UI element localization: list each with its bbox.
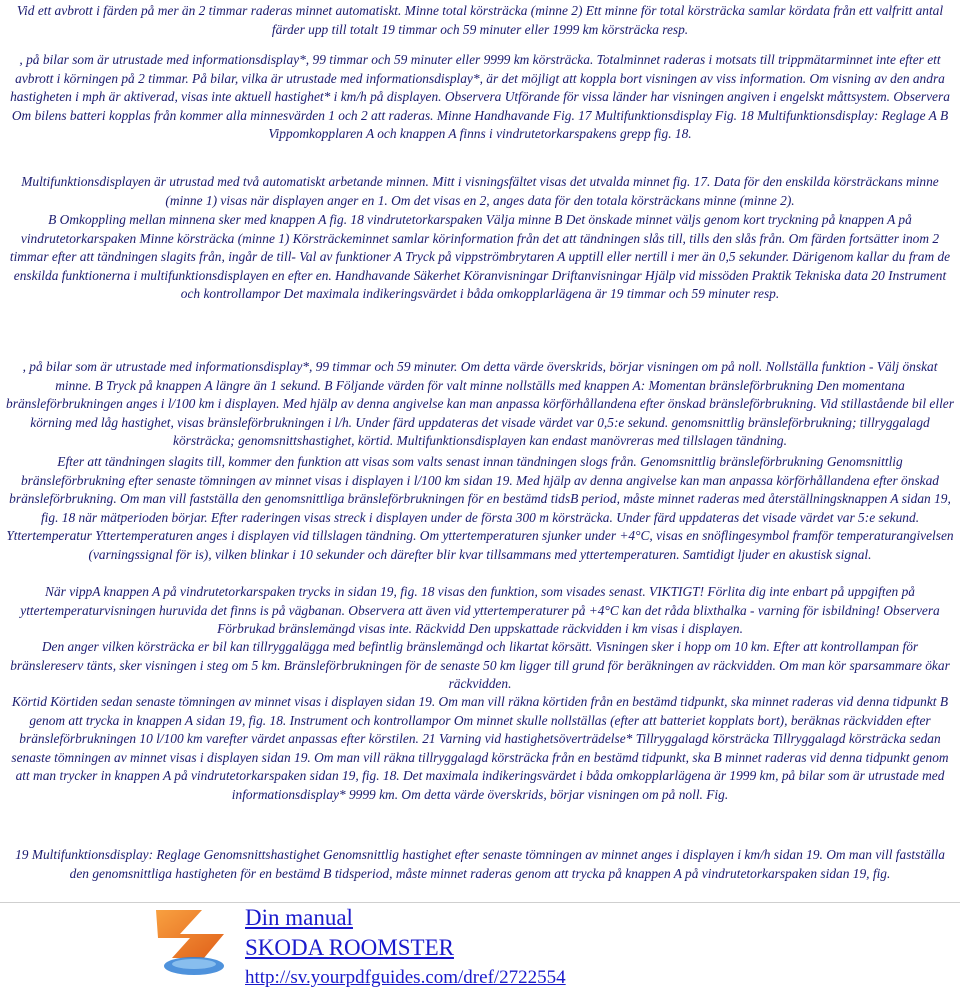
paragraph-5: , på bilar som är utrustade med informationsdisplay*, 99 timmar och 59 minuter. Om detta värde överskrids, börjar visningen om på noll. Nollställa funktion - Välj önskat minne. B Tryck på knappen A längre än 1 sekund. B Följande värden för valt minne nollställs med knappen A: Momentan bränsleförbrukning Den momentana bränsleförbrukningen anges i l/100 km i displayen. Med hjälp av denna angivelse kan man anpassa körförhållandena efter önskad bränsleförbrukning. Vid stillastående bil eller körning med låg hastighet, visas bränsleförbrukningen i l/h. Under färd uppdateras det visade värdet var 0,5:e sekund. genomsnittlig bränsleförbrukning; tillryggalagd körsträcka; genomsnittshastighet, körtid. Multifunktionsdisplayen kan endast manövreras med tillslagen tändning. bbox=[6, 359, 954, 449]
paragraph-8: Den anger vilken körsträcka er bil kan tillryggalägga med befintlig bränslemängd och likartat körsätt. Visningen sker i hopp om 10 km. Efter att kontrollampan för bränslereserv tänts, sker visningen i steg om 5 km. Bränsleförbrukningen för de senaste 50 km ligger till grund för beräkningen av räckvidden. Om man kör sparsammare ökar räckvidden. bbox=[10, 639, 950, 692]
model-link[interactable]: SKODA ROOMSTER bbox=[245, 935, 454, 960]
footer-links bbox=[245, 904, 566, 992]
footer-divider bbox=[0, 902, 960, 903]
paragraph-1: Vid ett avbrott i färden på mer än 2 timmar raderas minnet automatiskt. Minne total körsträcka (minne 2) Ett minne för total körsträcka samlar kördata från ett valfritt antal färder upp till totalt 19 timmar och 59 minuter eller 1999 km körsträcka resp. bbox=[16, 3, 944, 37]
manual-link[interactable]: Din manual bbox=[245, 905, 353, 930]
pdf-guides-logo-icon bbox=[150, 900, 234, 980]
paragraph-7: När vippA knappen A på vindrutetorkarspaken trycks in sidan 19, fig. 18 visas den funktion, som visades senast. VIKTIGT! Förlita dig inte enbart på uppgiften på yttertemperaturvisningen huruvida det finns is på vägbanan. Observera att även vid yttertemperaturer på +4°C kan det råda blixthalka - varning för isbildning! Observera Förbrukad bränslemängd visas inte. Räckvidd Den uppskattade räckvidden i km visas i displayen. bbox=[20, 584, 940, 637]
paragraph-6: Efter att tändningen slagits till, kommer den funktion att visas som valts senast innan tändningen slogs från. Genomsnittlig bränsleförbrukning Genomsnittlig bränsleförbrukning efter senaste tömningen av minnet visas i displayen i l/100 km sidan 19. Med hjälp av denna angivelse kan man anpassa körförhållandena efter önskad bränsleförbrukning. Om man vill fastställa den genomsnittliga bränsleförbrukningen för en bestämd tidsB period, måste minnet raderas med återställningsknappen A sidan 19, fig. 18 när mätperioden börjar. Efter raderingen visas streck i displayen under de första 300 m körsträcka. Under färd uppdateras det visade värdet var 5:e sekund. Yttertemperatur Yttertemperaturen anges i displayen vid tillslagen tändning. Om yttertemperaturen sjunker under +4°C, visas en snöflingesymbol framför temperaturangivelsen (varningssignal för is), vilken blinkar i 10 sekunder och därefter blir kvar tillsammans med yttertemperaturen. Samtidigt ljuder en akustisk signal. bbox=[6, 454, 954, 562]
paragraph-3: Multifunktionsdisplayen är utrustad med två automatiskt arbetande minnen. Mitt i visningsfältet visas det utvalda minnet fig. 17. Data för den enskilda körsträckans minne (minne 1) visas när displayen anger en 1. Om det visas en 2, anges data för den totala körsträckans minne (minne 2). bbox=[21, 174, 939, 208]
paragraph-10: 19 Multifunktionsdisplay: Reglage Genomsnittshastighet Genomsnittlig hastighet efter senaste tömningen av minnet anges i displayen i km/h sidan 19. Om man vill fastställa den genomsnittliga hastigheten för en bestämd B tidsperiod, måste minnet raderas genom att trycka på knappen A på vindrutetorkarspaken sidan 19, fig. bbox=[15, 847, 945, 881]
url-link[interactable]: http://sv.yourpdfguides.com/dref/2722554 bbox=[245, 967, 566, 988]
paragraph-2: , på bilar som är utrustade med informationsdisplay*, 99 timmar och 59 minuter eller 9999 km körsträcka. Totalminnet raderas i motsats till trippmätarminnet inte efter ett avbrott i körningen på 2 timmar. På bilar, vilka är utrustade med informationsdisplay*, är det möjligt att koppla bort visningen av viss information. Om visning av den andra hastigheten i mph är aktiverad, visas inte aktuell hastighet* i km/h på displayen. Observera Utförande för vissa länder har visningen angiven i engelskt måttsystem. Observera Om bilens batteri kopplas från kommer alla minnesvärden 1 och 2 att raderas. Minne Handhavande Fig. 17 Multifunktionsdisplay Fig. 18 Multifunktionsdisplay: Reglage A B Vippomkopplaren A och knappen A finns i vindrutetorkarspakens grepp fig. 18. bbox=[10, 52, 950, 142]
paragraph-9: Körtid Körtiden sedan senaste tömningen av minnet visas i displayen sidan 19. Om man vill räkna körtiden från en bestämd tidpunkt, ska minnet raderas vid denna tidpunkt B genom att trycka in knappen A sidan 19, fig. 18. Instrument och kontrollampor Om minnet skulle nollställas (efter att batteriet kopplats bort), beräknas räckvidden efter bränsleförbrukningen 10 l/100 km varefter värdet anpassas efter körstilen. 21 Varning vid hastighetsöverträdelse* Tillryggalagd körsträcka Tillryggalagd körsträcka sedan senaste tömningen av minnet visas i displayen sidan 19. Om man vill räkna tillryggalagd körsträcka från en bestämd tidpunkt, ska B minnet raderas vid denna tidpunkt genom att man trycker in knappen A på vindrutetorkarspaken sidan 19, fig. 18. Det maximala indikeringsvärdet i båda omkopplarlägena är 1999 km, på bilar som är utrustade med informationsdisplay* 9999 km. Om detta värde överskrids, börjar visningen om på noll. Fig. bbox=[11, 694, 949, 802]
paragraph-4: B Omkoppling mellan minnena sker med knappen A fig. 18 vindrutetorkarspaken Välja minne B Det önskade minnet väljs genom kort tryckning på knappen A på vindrutetorkarspaken Minne körsträcka (minne 1) Körsträckeminnet samlar körinformation från det att tändningen slås till, tills den slås från. Om färden fortsätter inom 2 timmar efter att tändningen slagits från, ingår de till- Val av funktioner A Tryck på vippströmbrytaren A upptill eller nertill i mer än 0,5 sekunder. Därigenom kallar du fram de enskilda funktionerna i multifunktionsdisplayen en efter en. Handhavande Säkerhet Köranvisningar Driftanvisningar Hjälp vid missöden Praktik Tekniska data 20 Instrument och kontrollampor Det maximala indikeringsvärdet i båda omkopplarlägena är 19 timmar och 59 minuter resp. bbox=[9, 212, 951, 302]
